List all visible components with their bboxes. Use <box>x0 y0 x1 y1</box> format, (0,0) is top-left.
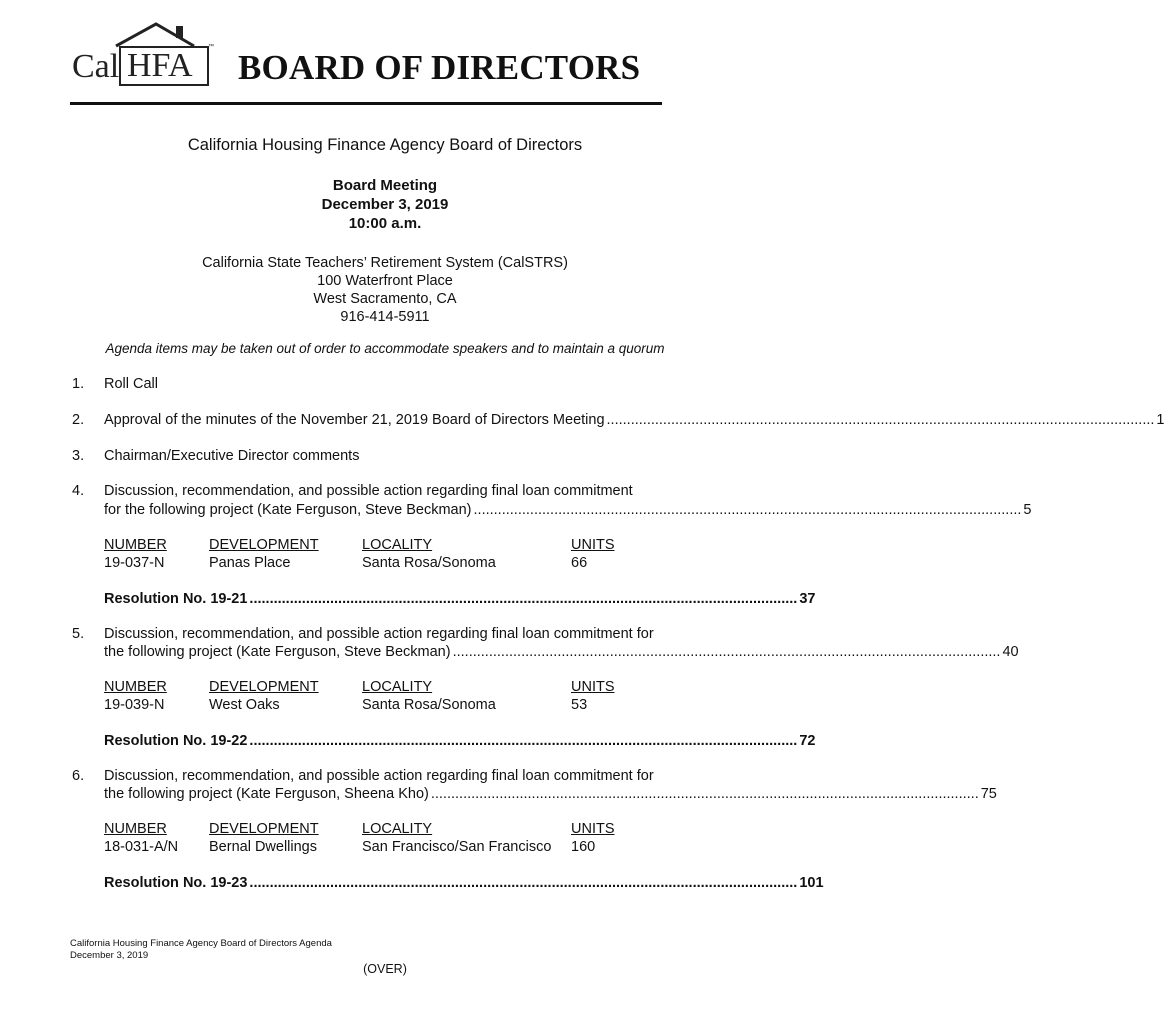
location-street: 100 Waterfront Place <box>317 273 453 289</box>
dot-leader: ........................................................................................................................................ <box>249 591 798 607</box>
item-text-line1: Discussion, recommendation, and possible action regarding final loan commitment for <box>104 626 654 642</box>
agenda-item-row <box>104 786 997 802</box>
item-text-line2: the following project (Kate Ferguson, Steve Beckman) <box>104 644 451 660</box>
item-text: Roll Call <box>104 376 158 392</box>
col-header-locality: LOCALITY <box>362 821 433 837</box>
col-header-number: NUMBER <box>104 679 167 695</box>
footer-line1: California Housing Finance Agency Board of Directors Agenda <box>70 938 332 949</box>
project-development: Panas Place <box>209 555 291 571</box>
location-city: West Sacramento, CA <box>313 291 457 307</box>
col-header-units: UNITS <box>571 537 615 553</box>
dot-leader: ........................................................................................................................................ <box>430 786 979 802</box>
item-text: Chairman/Executive Director comments <box>104 448 360 464</box>
agenda-note: Agenda items may be taken out of order to accommodate speakers and to maintain a quorum <box>105 341 665 356</box>
project-number: 19-039-N <box>104 697 165 713</box>
meeting-date: December 3, 2019 <box>321 196 449 213</box>
resolution-row <box>104 591 816 607</box>
agenda-item-row <box>104 502 1032 518</box>
dot-leader: ........................................................................................................................................ <box>249 875 798 891</box>
header-divider <box>70 102 662 105</box>
page-footer <box>70 938 332 962</box>
meeting-type: Board Meeting <box>332 177 438 194</box>
over-marker: (OVER) <box>363 962 407 976</box>
col-header-units: UNITS <box>571 679 615 695</box>
project-number: 19-037-N <box>104 555 165 571</box>
project-locality: Santa Rosa/Sonoma <box>362 697 496 713</box>
dot-leader: ........................................................................................................................................ <box>452 644 1001 660</box>
project-units: 160 <box>571 839 596 855</box>
logo-text-hfa: HFA <box>127 47 193 84</box>
col-header-development: DEVELOPMENT <box>209 537 319 553</box>
item-number: 2. <box>72 412 85 428</box>
col-header-development: DEVELOPMENT <box>209 679 319 695</box>
col-header-locality: LOCALITY <box>362 537 433 553</box>
resolution-label: Resolution No. 19-21 <box>104 591 248 607</box>
logo-text-cal: Cal <box>72 48 120 85</box>
item-text: Approval of the minutes of the November 21, 2019 Board of Directors Meeting <box>104 412 605 428</box>
item-number: 1. <box>72 376 85 392</box>
item-number: 3. <box>72 448 85 464</box>
calhfa-logo <box>70 20 218 90</box>
resolution-row <box>104 875 824 891</box>
item-text-line2: for the following project (Kate Ferguson, Steve Beckman) <box>104 502 472 518</box>
agency-line: California Housing Finance Agency Board of Directors <box>187 136 583 154</box>
item-text-line1: Discussion, recommendation, and possible action regarding final loan commitment for <box>104 768 654 784</box>
footer-line2: December 3, 2019 <box>70 950 149 961</box>
item-text-line2: the following project (Kate Ferguson, Sheena Kho) <box>104 786 429 802</box>
logo-trademark: ™ <box>208 44 214 50</box>
item-number: 5. <box>72 626 85 642</box>
meeting-time: 10:00 a.m. <box>348 215 422 232</box>
project-development: West Oaks <box>209 697 280 713</box>
project-locality: San Francisco/San Francisco <box>362 839 552 855</box>
location-phone: 916-414-5911 <box>340 309 430 325</box>
project-units: 53 <box>571 697 588 713</box>
col-header-development: DEVELOPMENT <box>209 821 319 837</box>
item-number: 6. <box>72 768 85 784</box>
col-header-locality: LOCALITY <box>362 679 433 695</box>
dot-leader: ........................................................................................................................................ <box>606 412 1155 428</box>
project-locality: Santa Rosa/Sonoma <box>362 555 496 571</box>
page-number: 1 <box>1156 412 1165 428</box>
resolution-label: Resolution No. 19-22 <box>104 733 248 749</box>
agenda-item-row <box>104 412 1165 428</box>
item-text-line1: Discussion, recommendation, and possible action regarding final loan commitment <box>104 483 633 499</box>
location-name: California State Teachers’ Retirement System (CalSTRS) <box>202 255 568 271</box>
page-number: 5 <box>1023 502 1032 518</box>
col-header-units: UNITS <box>571 821 615 837</box>
page-number: 40 <box>1002 644 1019 660</box>
dot-leader: ........................................................................................................................................ <box>473 502 1022 518</box>
page-number: 101 <box>799 875 824 891</box>
page-title: BOARD OF DIRECTORS <box>238 48 641 87</box>
project-development: Bernal Dwellings <box>209 839 317 855</box>
resolution-row <box>104 733 816 749</box>
page-number: 37 <box>799 591 816 607</box>
dot-leader: ........................................................................................................................................ <box>249 733 798 749</box>
project-number: 18-031-A/N <box>104 839 179 855</box>
agenda-item-row <box>104 644 1019 660</box>
page-number: 75 <box>980 786 997 802</box>
page-number: 72 <box>799 733 816 749</box>
item-number: 4. <box>72 483 85 499</box>
col-header-number: NUMBER <box>104 537 167 553</box>
col-header-number: NUMBER <box>104 821 167 837</box>
project-units: 66 <box>571 555 588 571</box>
resolution-label: Resolution No. 19-23 <box>104 875 248 891</box>
